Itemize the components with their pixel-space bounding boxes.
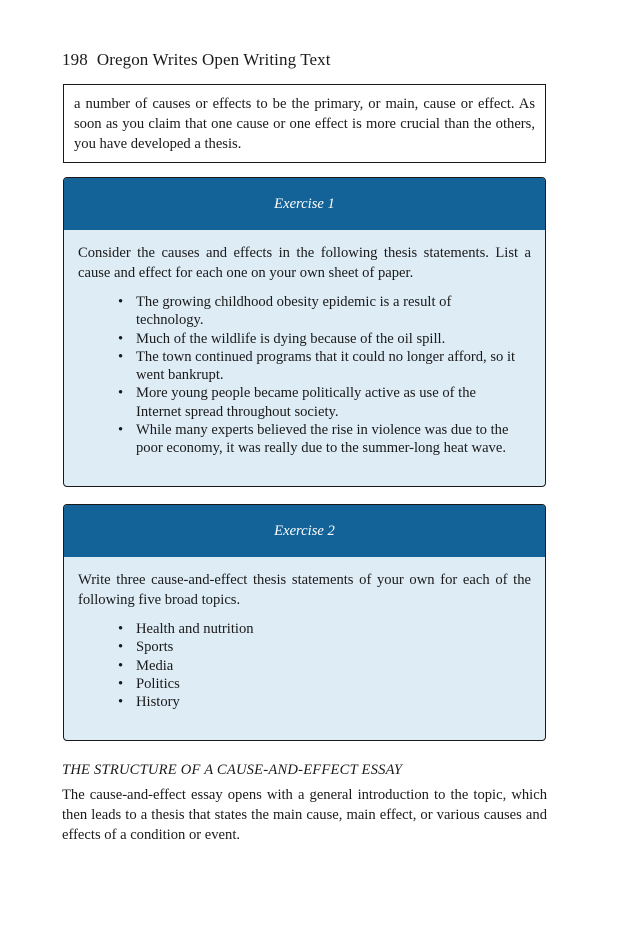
bullet-icon: •: [118, 348, 124, 365]
bullet-icon: •: [118, 639, 124, 656]
list-item: [118, 330, 517, 348]
section-heading: THE STRUCTURE OF A CAUSE-AND-EFFECT ESSAY: [62, 762, 403, 778]
bullet-icon: •: [118, 330, 124, 347]
list-item-text: The growing childhood obesity epidemic is a result of technology.: [136, 294, 452, 329]
bullet-icon: •: [118, 675, 124, 692]
list-item: [118, 348, 517, 385]
exercise-1-header: [64, 178, 545, 230]
intro-text-box: [63, 84, 546, 163]
page-number: 198: [62, 50, 88, 69]
exercise-1-instructions: Consider the causes and effects in the following thesis statements. List a cause and effect for each one on your own sheet of paper.: [78, 245, 531, 281]
exercise-2-list: [78, 620, 531, 711]
list-item-text: While many experts believed the rise in violence was due to the poor economy, it was really due to the summer-long heat wave.: [136, 422, 509, 457]
list-item: [118, 693, 531, 711]
list-item-text: The town continued programs that it could no longer afford, so it went bankrupt.: [136, 348, 516, 384]
list-item: [118, 657, 531, 675]
exercise-1-box: [63, 177, 546, 487]
list-item: [118, 638, 531, 656]
list-item: [118, 384, 517, 421]
book-title: Oregon Writes Open Writing Text: [96, 50, 331, 69]
exercise-2-instructions: Write three cause-and-effect thesis statements of your own for each of the following five broad topics.: [78, 572, 531, 608]
list-item-text: Sports: [136, 639, 174, 656]
exercise-1-body: [64, 230, 545, 458]
list-item: [118, 675, 531, 693]
exercise-2-title: Exercise 2: [274, 522, 335, 539]
exercise-2-body: [64, 557, 545, 711]
bullet-icon: •: [118, 294, 124, 310]
list-item: [118, 421, 517, 458]
bullet-icon: •: [118, 657, 124, 674]
list-item-text: More young people became politically active as use of the Internet spread throughout society.: [136, 385, 476, 420]
bullet-icon: •: [118, 694, 124, 711]
exercise-1-list: [78, 293, 531, 458]
exercise-2-header: [64, 505, 545, 557]
bullet-icon: •: [118, 621, 124, 637]
section-paragraph: The cause-and-effect essay opens with a general introduction to the topic, which then leads to a thesis that states the main cause, main effect, or various causes and effects of a condition or event.: [62, 787, 547, 843]
list-item: [118, 293, 517, 330]
list-item-text: History: [136, 694, 180, 711]
bullet-icon: •: [118, 422, 124, 439]
exercise-2-box: [63, 504, 546, 741]
list-item: [118, 620, 531, 638]
running-head: [62, 50, 331, 70]
bullet-icon: •: [118, 385, 124, 402]
intro-text: a number of causes or effects to be the primary, or main, cause or effect. As soon as you claim that one cause or one effect is more crucial than the others, you have developed a thesis.: [74, 96, 535, 152]
list-item-text: Media: [136, 657, 174, 674]
list-item-text: Much of the wildlife is dying because of the oil spill.: [136, 330, 446, 347]
list-item-text: Politics: [136, 675, 180, 692]
exercise-1-title: Exercise 1: [274, 195, 335, 212]
list-item-text: Health and nutrition: [136, 621, 254, 637]
